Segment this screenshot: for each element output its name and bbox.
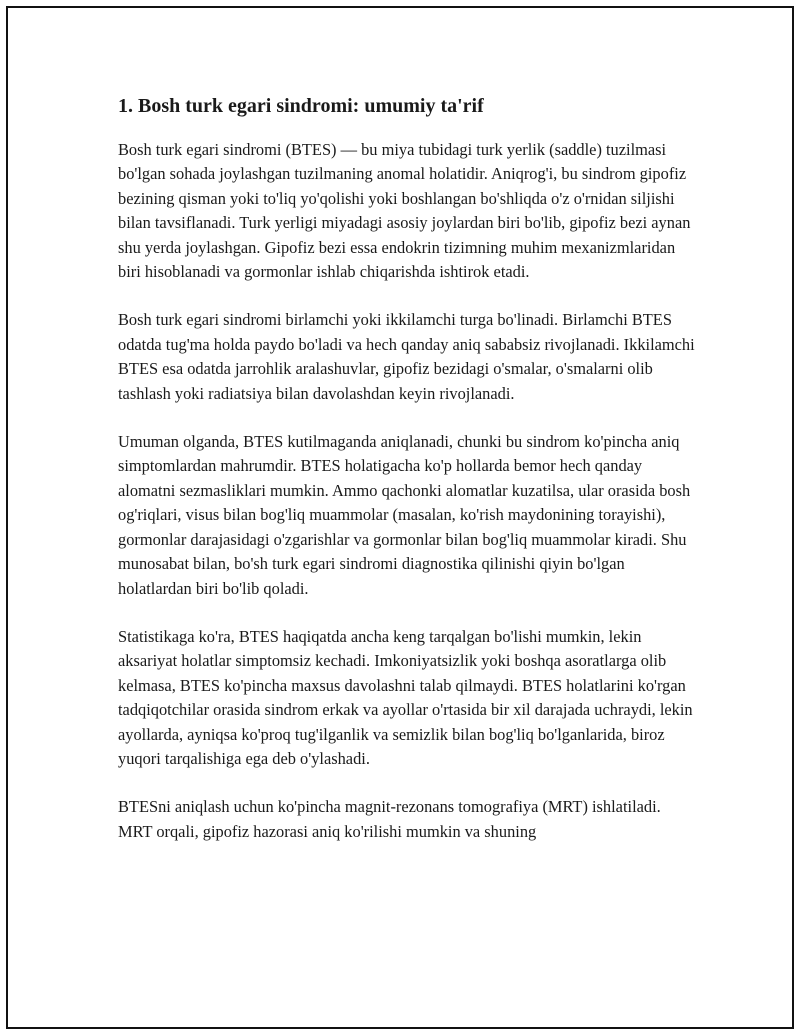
paragraph-definition: Bosh turk egari sindromi (BTES) — bu miya tubidagi turk yerlik (saddle) tuzilmasi bo'lgan sohada joylashgan tuzilmaning anomal holatidir. Aniqrog'i, bu sindrom gipofiz bezining qisman yoki to'liq yo'qolishi yoki boshlangan bo'shliqda o'z o'rnidan siljishi bilan tavsiflanadi. Turk yerligi miyadagi asosiy joylardan biri bo'lib, gipofiz bezi aynan shu yerda joylashgan. Gipofiz bezi essa endokrin tizimning muhim mexanizmlaridan biri hisoblanadi va gormonlar ishlab chiqarishda ishtirok etadi. [118,140,691,282]
paragraph-statistics: Statistikaga ko'ra, BTES haqiqatda ancha keng tarqalgan bo'lishi mumkin, lekin aksariyat holatlar simptomsiz kechadi. Imkoniyatsizlik yoki boshqa asoratlarga olib kelmasa, BTES ko'pincha maxsus davolashni talab qilmaydi. BTES holatlarini ko'rgan tadqiqotchilar orasida sindrom erkak va ayollar o'rtasida bir xil darajada uchraydi, lekin ayollarda, ayniqsa ko'proq tug'ilganlik va semizlik bilan bog'liq bo'lganlarida, biroz yuqori tarqalishiga ega deb o'ylashadi. [118,626,693,768]
paragraph-diagnosis: BTESni aniqlash uchun ko'pincha magnit-rezonans tomografiya (MRT) ishlatiladi. MRT orqali, gipofiz hazorasi aniq ko'rilishi mumkin va shuning [118,797,661,841]
paragraph-types: Bosh turk egari sindromi birlamchi yoki ikkilamchi turga bo'linadi. Birlamchi BTES odatda tug'ma holda paydo bo'ladi va hech qanday aniq sababsiz rivojlanadi. Ikkilamchi BTES esa odatda jarrohlik aralashuvlar, gipofiz bezidagi o'smalar, o'smalarni olib tashlash yoki radiatsiya bilan davolashdan keyin rivojlanadi. [118,310,695,403]
paragraph-symptoms: Umuman olganda, BTES kutilmaganda aniqlanadi, chunki bu sindrom ko'pincha aniq simptomlardan mahrumdir. BTES holatigacha ko'p hollarda bemor hech qanday alomatni sezmasliklari mumkin. Ammo qachonki alomatlar kuzatilsa, ular orasida bosh og'riqlari, visus bilan bog'liq muammolar (masalan, ko'rish maydonining torayishi), gormonlar darajasidagi o'zgarishlar va gormonlar bilan bog'liq muammolar kiradi. Shu munosabat bilan, bo'sh turk egari sindromi diagnostika qilinishi qiyin bo'lgan holatlardan biri bo'lib qoladi. [118,432,691,598]
document-body [118,92,698,844]
section-heading: 1. Bosh turk egari sindromi: umumiy ta'rif [118,95,484,117]
